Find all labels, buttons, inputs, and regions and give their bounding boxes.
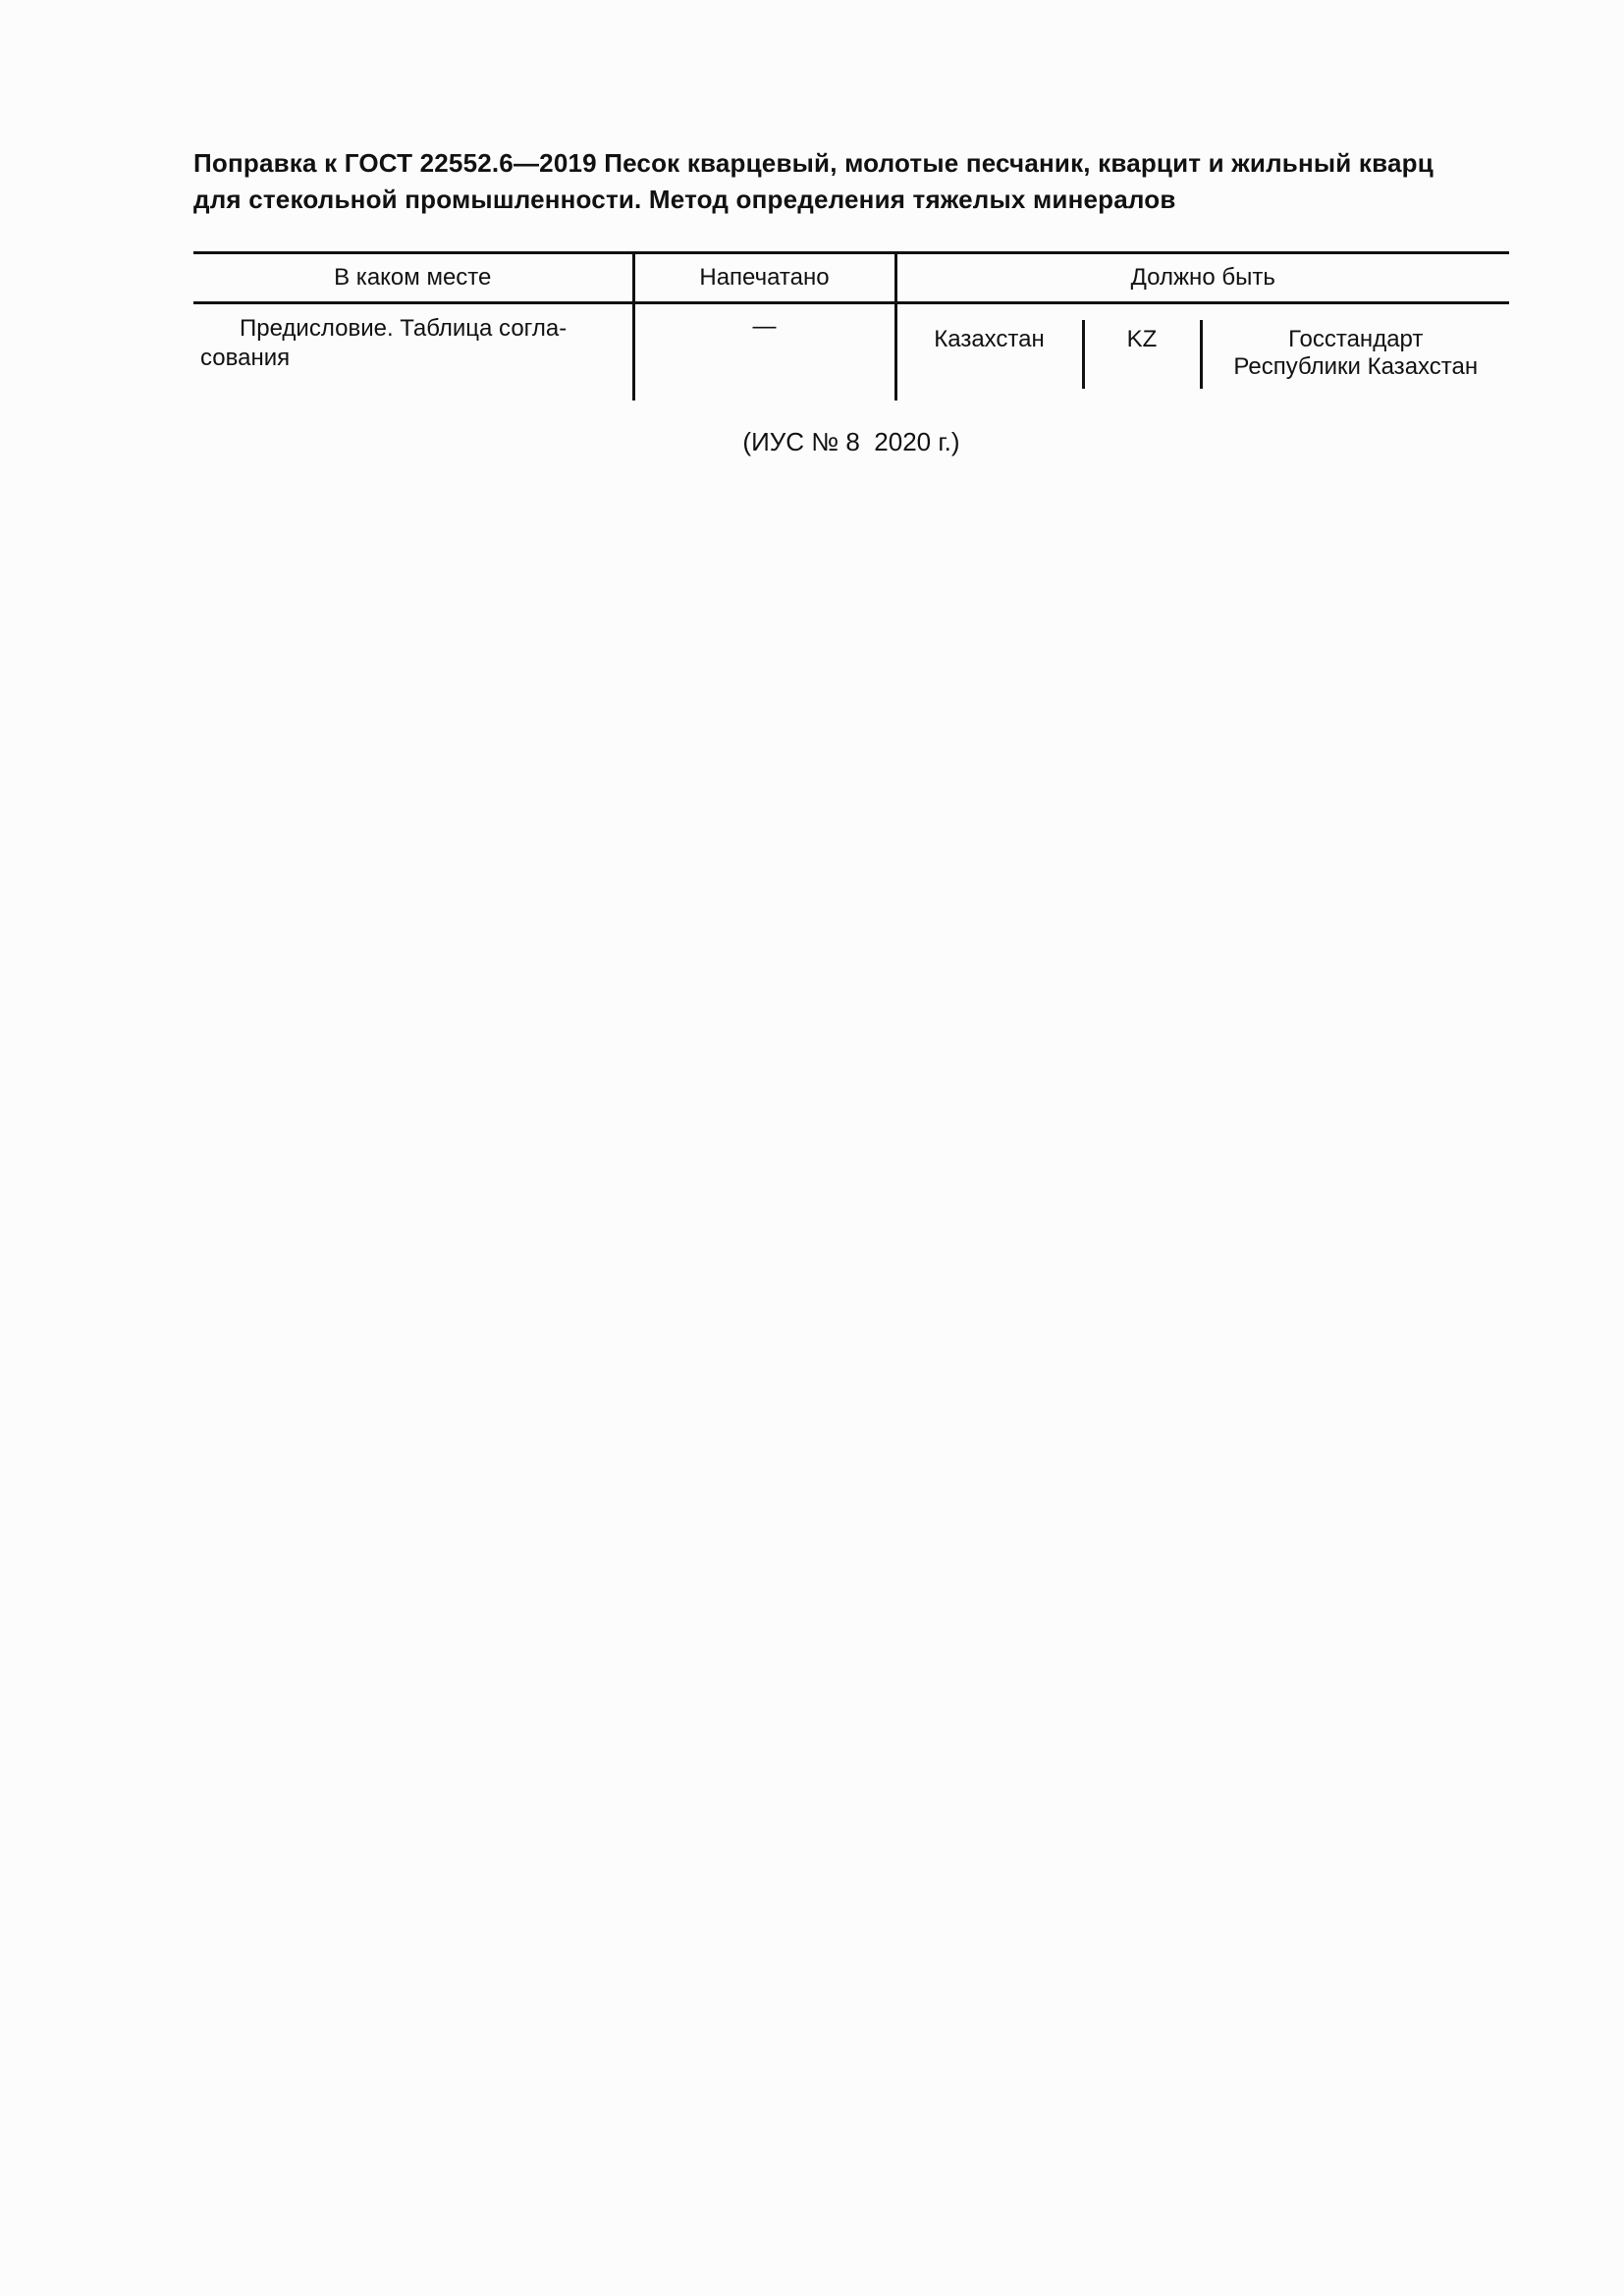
header-should-be: Должно быть: [895, 253, 1509, 303]
should-be-country: Казахстан: [934, 326, 1045, 352]
title-line-1: Поправка к ГОСТ 22552.6—2019 Песок кварцевый, молотые песчаник, кварцит и жильный кварц: [193, 148, 1434, 178]
should-be-code: KZ: [1082, 320, 1200, 389]
header-where: В каком месте: [193, 253, 633, 303]
document-page: [193, 145, 1509, 456]
printed-text: —: [752, 313, 777, 340]
table-row: [193, 303, 1509, 401]
organization-line-1: Госстандарт: [1288, 326, 1424, 352]
publication-note: (ИУС № 8 2020 г.): [742, 427, 960, 456]
correction-table: [193, 251, 1509, 400]
cell-where: [193, 303, 633, 401]
organization-line-2: Республики Казахстан: [1233, 353, 1479, 380]
should-be-organization: [1200, 320, 1510, 389]
title-line-2: для стекольной промышленности. Метод определения тяжелых минералов: [193, 185, 1176, 214]
table-header-row: [193, 253, 1509, 303]
document-title: [193, 145, 1509, 218]
where-text: Предисловие. Таблица согла-сования: [200, 315, 568, 371]
header-printed: Напечатано: [633, 253, 895, 303]
cell-should-be: [895, 303, 1509, 401]
should-be-group: [897, 320, 1510, 389]
cell-printed: [633, 303, 895, 401]
